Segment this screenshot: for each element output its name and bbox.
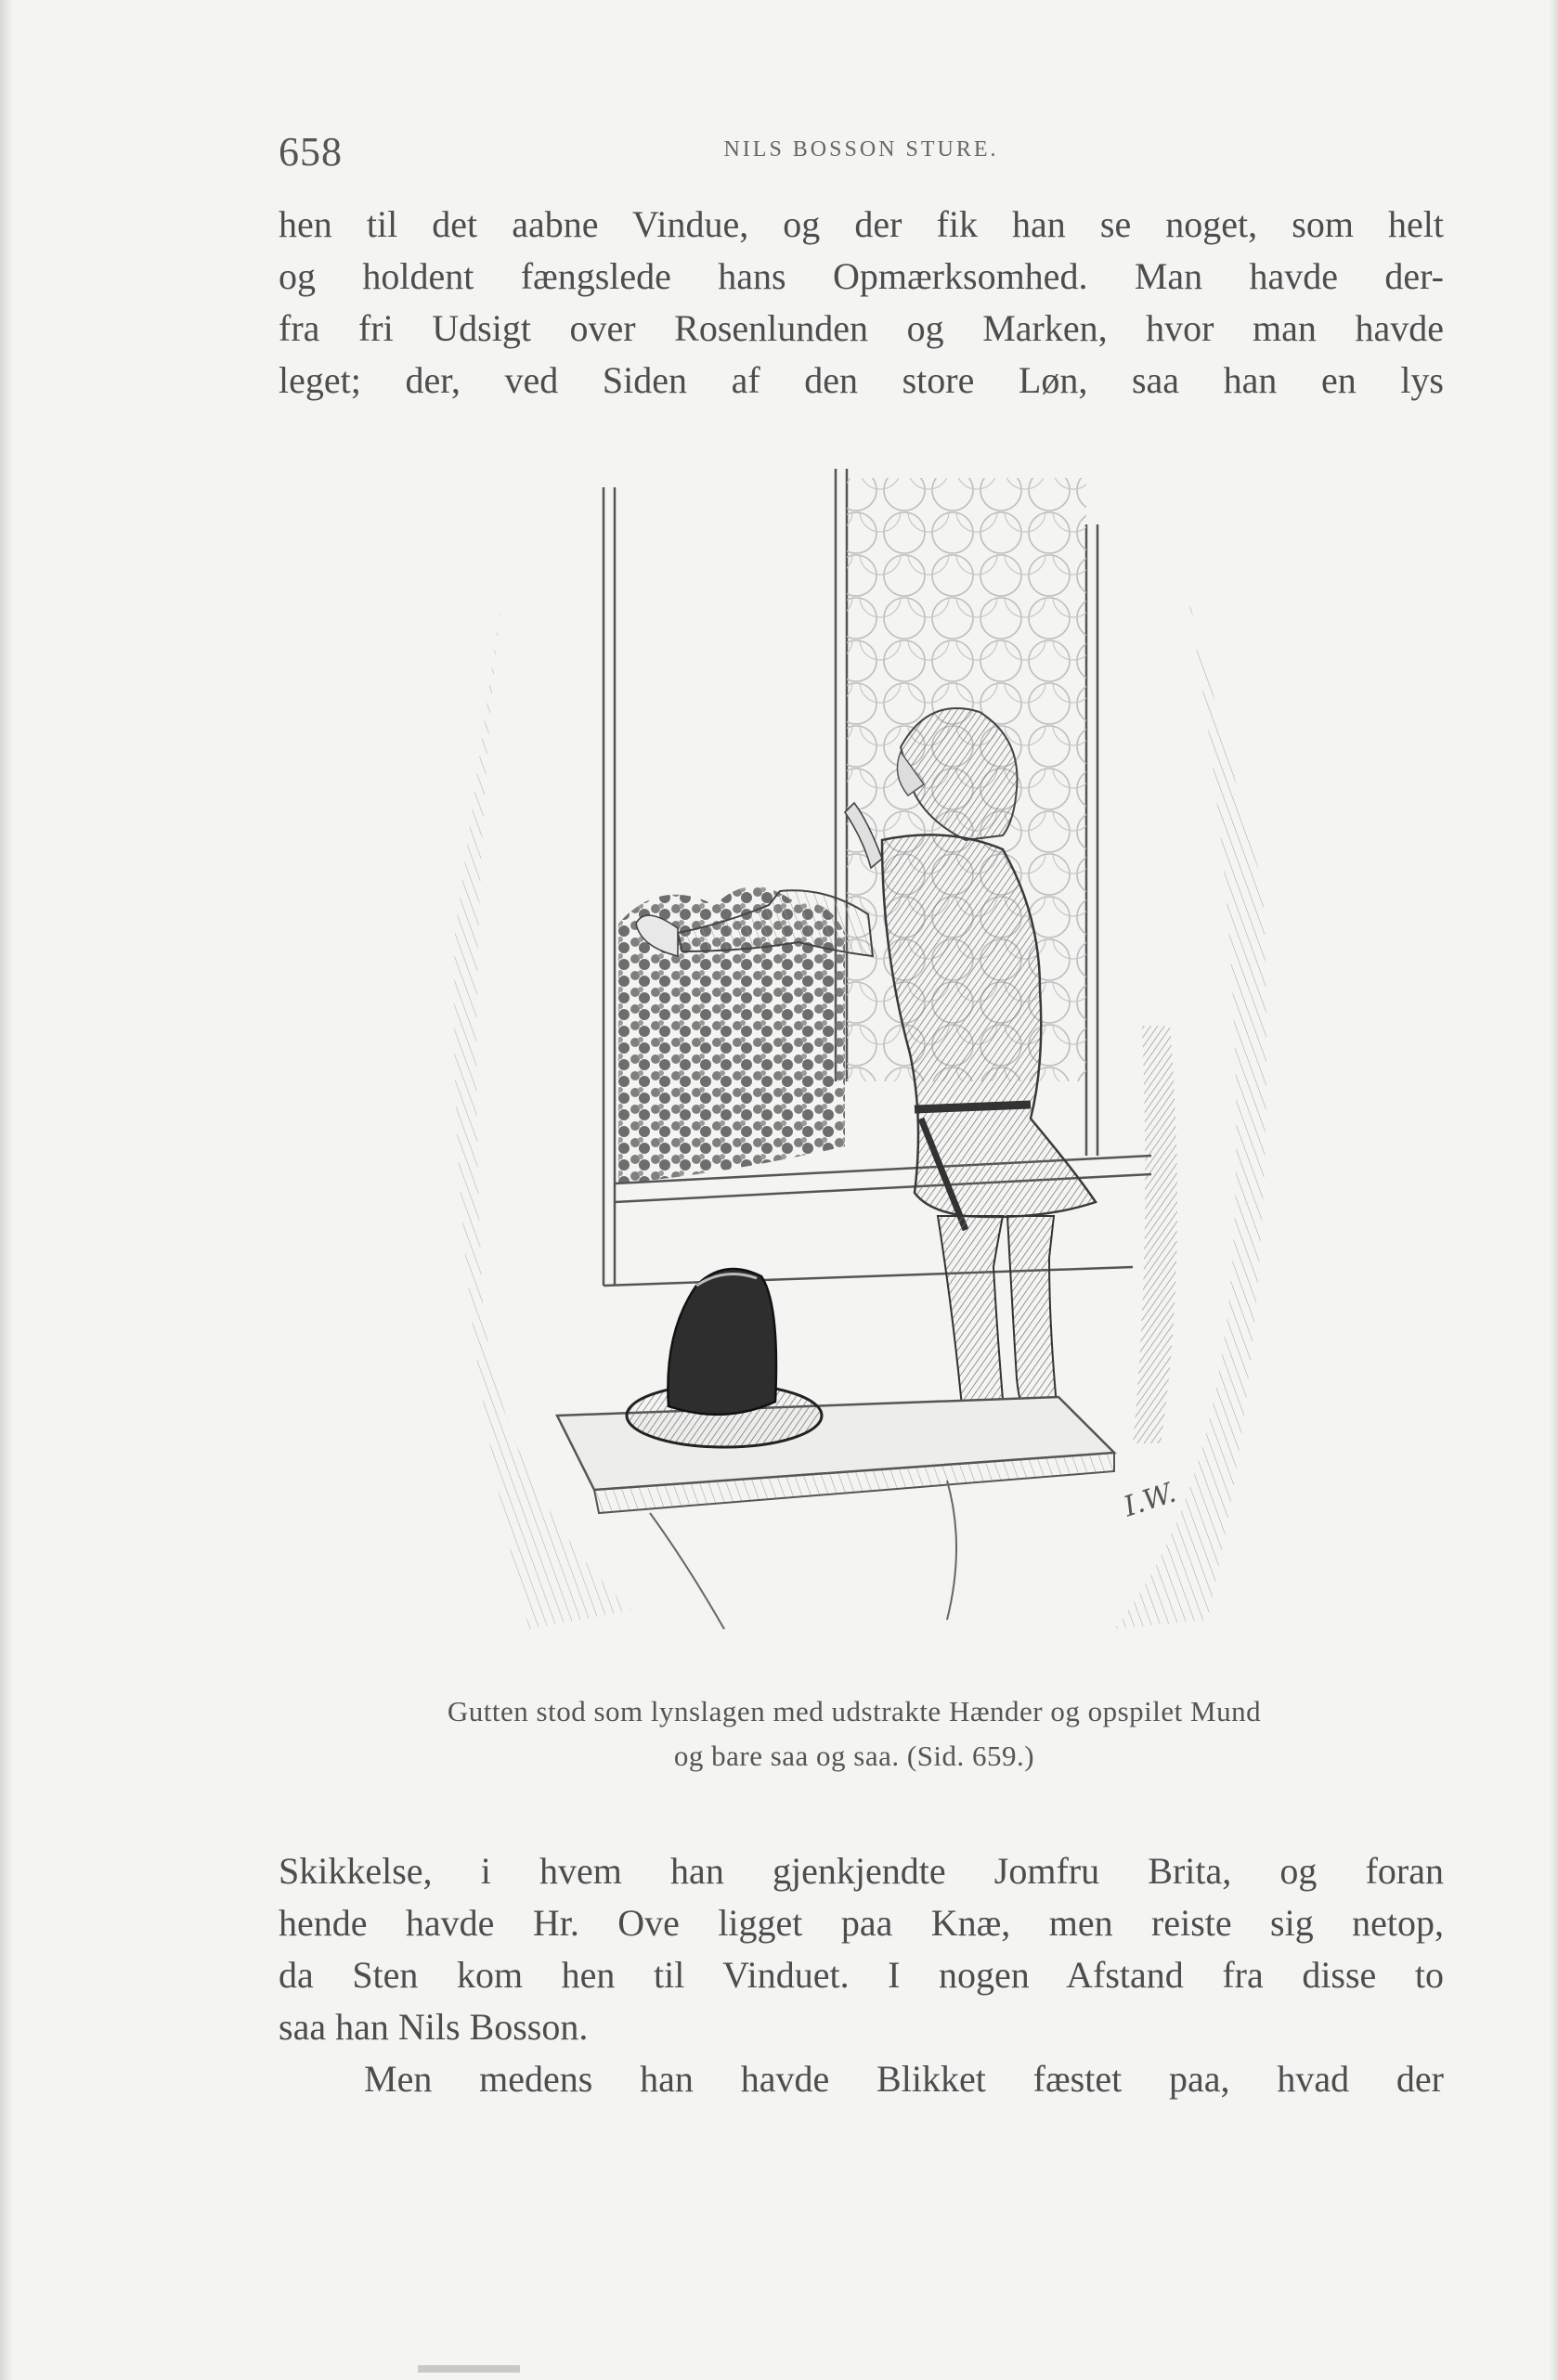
text-line: da Sten kom hen til Vinduet. I nogen Afstand fra disse to (279, 1954, 1444, 1996)
page-header (279, 123, 1444, 178)
text-line: hende havde Hr. Ove ligget paa Knæ, men reiste sig netop, (279, 1902, 1444, 1944)
text-line: Skikkelse, i hvem han gjenkjendte Jomfru Brita, og foran (279, 1850, 1444, 1892)
hat (627, 1269, 822, 1447)
bottom-ink-mark (418, 2365, 520, 2373)
illustration-boy-at-window (446, 469, 1281, 1666)
page-edge-right (1549, 0, 1558, 2380)
paragraph-top (279, 199, 1444, 407)
text-line: og holdent fængslede hans Opmærksomhed. Man havde der- (279, 255, 1444, 297)
page-number: 658 (279, 129, 343, 175)
paragraph-bottom (279, 1845, 1444, 2105)
running-title: NILS BOSSON STURE. (723, 137, 999, 162)
caption-line: og bare saa og saa. (Sid. 659.) (673, 1740, 1035, 1772)
text-line: Men medens han havde Blikket fæstet paa, hvad der (364, 2058, 1444, 2100)
page-edge-left (0, 0, 13, 2380)
caption-line: Gutten stod som lynslagen med udstrakte Hænder og opspilet Mund (447, 1695, 1262, 1727)
text-line: saa han Nils Bosson. (279, 2006, 589, 2048)
illustration-caption (316, 1689, 1393, 1779)
text-line: leget; der, ved Siden af den store Løn, saa han en lys (279, 359, 1444, 401)
text-line: hen til det aabne Vindue, og der fik han se noget, som helt (279, 203, 1444, 245)
text-line: fra fri Udsigt over Rosenlunden og Marken, hvor man havde (279, 307, 1444, 349)
artist-signature: I.W. (1120, 1476, 1180, 1524)
